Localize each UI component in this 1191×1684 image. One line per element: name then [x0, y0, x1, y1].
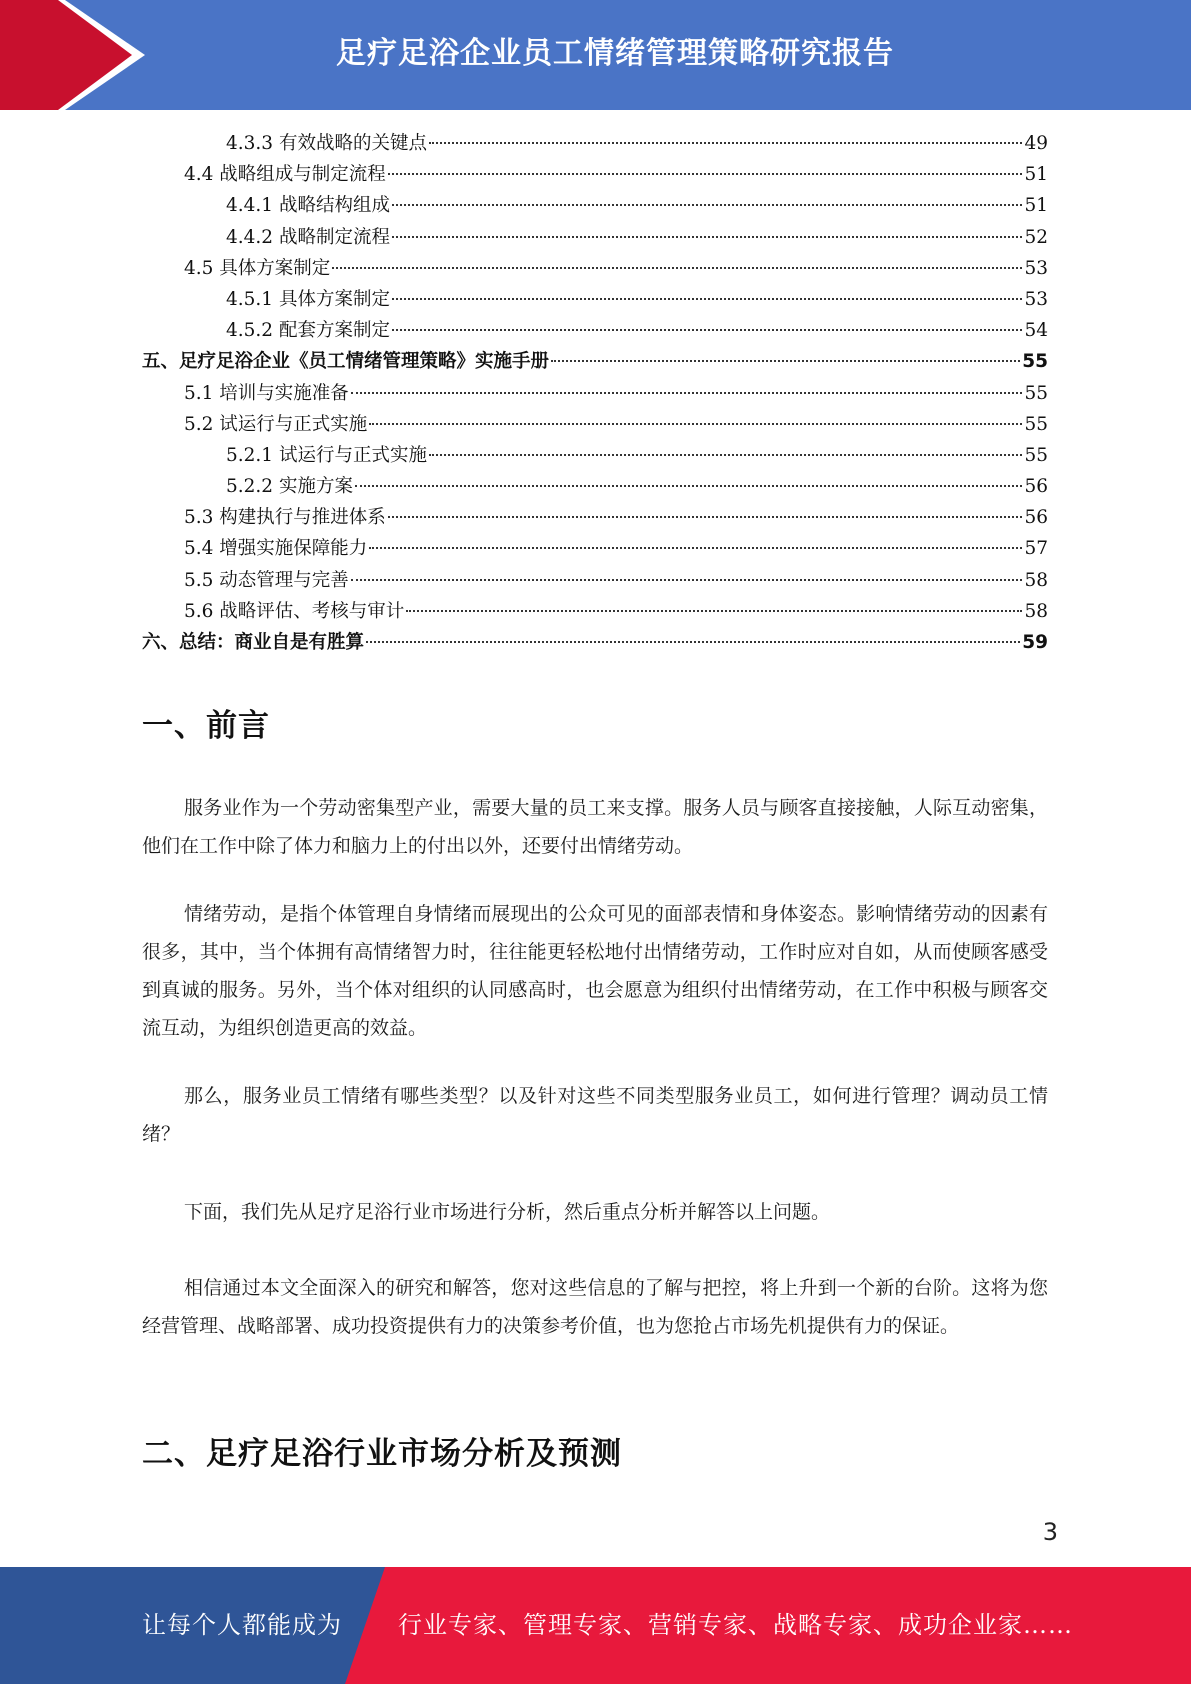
toc-dot-leader	[392, 329, 1022, 331]
toc-entry-label: 5.2 试运行与正式实施	[184, 413, 368, 435]
toc-dot-leader	[355, 485, 1023, 487]
toc-entry-page: 57	[1024, 538, 1048, 560]
toc-dot-leader	[392, 236, 1022, 238]
toc-entry[interactable]	[142, 222, 1048, 253]
toc-entry-page: 53	[1024, 257, 1048, 279]
toc-entry[interactable]	[142, 190, 1048, 221]
paragraph: 相信通过本文全面深入的研究和解答，您对这些信息的了解与把控，将上升到一个新的台阶。这将为您经营管理、战略部署、成功投资提供有力的决策参考价值，也为您抢占市场先机提供有力的保证。	[142, 1277, 1048, 1337]
toc-entry[interactable]	[142, 440, 1048, 471]
toc-entry-label: 六、总结：商业自是有胜算	[142, 632, 365, 653]
toc-dot-leader	[429, 454, 1022, 456]
toc-entry-page: 53	[1024, 288, 1048, 310]
paragraph: 情绪劳动，是指个体管理自身情绪而展现出的公众可见的面部表情和身体姿态。影响情绪劳动的因素有很多，其中，当个体拥有高情绪智力时，往往能更轻松地付出情绪劳动，工作时应对自如，从而使顾客感受到真诚的服务。另外，当个体对组织的认同感高时，也会愿意为组织付出情绪劳动，在工作中积极与顾客交流互动，为组织创造更高的效益。	[142, 903, 1048, 1039]
toc-entry[interactable]	[142, 378, 1048, 409]
toc-entry[interactable]	[142, 128, 1048, 159]
toc-entry-label: 5.3 构建执行与推进体系	[184, 507, 386, 529]
toc-entry-page: 58	[1024, 569, 1048, 591]
toc-entry-page: 58	[1024, 600, 1048, 622]
toc-entry-page: 51	[1024, 164, 1048, 186]
toc-entry-label: 4.4.1 战略结构组成	[226, 195, 390, 217]
toc-entry[interactable]	[142, 565, 1048, 596]
toc-entry-label: 5.2.2 实施方案	[226, 476, 353, 498]
toc-entry[interactable]	[142, 502, 1048, 533]
toc-entry[interactable]	[142, 409, 1048, 440]
toc-dot-leader	[351, 392, 1023, 394]
table-of-contents	[142, 128, 1048, 658]
toc-entry-label: 4.5.2 配套方案制定	[226, 320, 390, 342]
paragraph: 下面，我们先从足疗足浴行业市场进行分析，然后重点分析并解答以上问题。	[184, 1201, 831, 1223]
toc-entry-page: 52	[1024, 226, 1048, 248]
footer-slogan-left: 让每个人都能成为	[142, 1611, 342, 1639]
paragraph: 那么，服务业员工情绪有哪些类型？以及针对这些不同类型服务业员工，如何进行管理？调动员工情绪？	[142, 1085, 1048, 1145]
toc-entry-label: 5.6 战略评估、考核与审计	[184, 600, 405, 622]
toc-entry-label: 5.5 动态管理与完善	[184, 569, 349, 591]
page-number: 3	[1042, 1518, 1058, 1546]
toc-dot-leader	[351, 579, 1023, 581]
toc-entry-page: 56	[1024, 476, 1048, 498]
toc-dot-leader	[406, 610, 1022, 612]
toc-entry-label: 五、足疗足浴企业《员工情绪管理策略》实施手册	[142, 351, 550, 373]
toc-entry-label: 4.5.1 具体方案制定	[226, 288, 390, 310]
toc-entry-page: 59	[1022, 632, 1048, 653]
toc-entry-page: 56	[1024, 507, 1048, 529]
toc-entry-label: 5.1 培训与实施准备	[184, 382, 349, 404]
toc-entry-page: 51	[1024, 195, 1048, 217]
toc-dot-leader	[429, 142, 1022, 144]
section-heading-preface: 一、前言	[142, 708, 270, 744]
toc-entry[interactable]	[142, 315, 1048, 346]
toc-entry-label: 4.3.3 有效战略的关键点	[226, 133, 427, 154]
page-footer	[0, 1567, 1191, 1684]
toc-entry-label: 4.4 战略组成与制定流程	[184, 164, 386, 186]
toc-dot-leader	[392, 204, 1022, 206]
toc-entry[interactable]	[142, 346, 1048, 377]
toc-entry-label: 4.4.2 战略制定流程	[226, 226, 390, 248]
footer-slogan-right: 行业专家、管理专家、营销专家、战略专家、成功企业家……	[398, 1611, 1073, 1639]
toc-entry-page: 55	[1024, 413, 1048, 435]
toc-entry-label: 5.4 增强实施保障能力	[184, 538, 368, 560]
toc-entry-page: 55	[1024, 444, 1048, 466]
toc-entry-page: 49	[1024, 133, 1048, 154]
toc-entry-label: 4.5 具体方案制定	[184, 257, 331, 279]
toc-entry[interactable]	[142, 159, 1048, 190]
toc-dot-leader	[366, 641, 1020, 643]
toc-entry-page: 55	[1024, 382, 1048, 404]
toc-dot-leader	[388, 516, 1023, 518]
header-title: 足疗足浴企业员工情绪管理策略研究报告	[336, 36, 894, 71]
toc-dot-leader	[392, 298, 1022, 300]
toc-entry-label: 5.2.1 试运行与正式实施	[226, 444, 427, 466]
toc-dot-leader	[551, 360, 1020, 362]
toc-entry-page: 55	[1022, 351, 1048, 373]
toc-dot-leader	[369, 423, 1022, 425]
toc-entry[interactable]	[142, 627, 1048, 658]
section-heading-market-analysis: 二、足疗足浴行业市场分析及预测	[142, 1436, 622, 1472]
page-header	[0, 0, 1191, 110]
toc-dot-leader	[369, 547, 1022, 549]
toc-entry[interactable]	[142, 533, 1048, 564]
toc-dot-leader	[388, 173, 1023, 175]
toc-entry[interactable]	[142, 596, 1048, 627]
paragraph: 服务业作为一个劳动密集型产业，需要大量的员工来支撑。服务人员与顾客直接接触，人际互动密集，他们在工作中除了体力和脑力上的付出以外，还要付出情绪劳动。	[142, 797, 1048, 857]
toc-entry[interactable]	[142, 284, 1048, 315]
toc-entry[interactable]	[142, 253, 1048, 284]
toc-dot-leader	[332, 267, 1022, 269]
toc-entry-page: 54	[1024, 320, 1048, 342]
toc-entry[interactable]	[142, 471, 1048, 502]
